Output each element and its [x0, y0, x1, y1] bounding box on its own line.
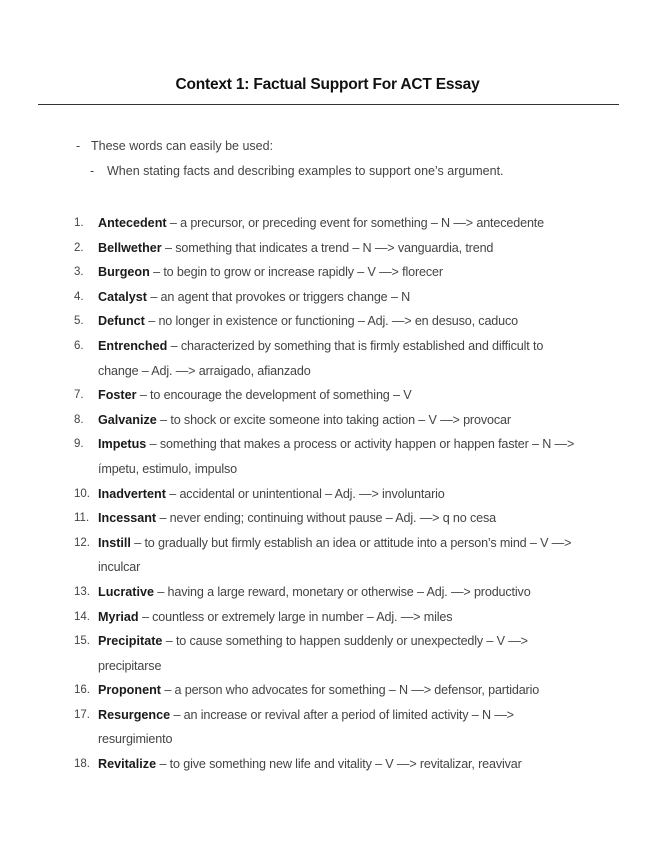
title-divider — [38, 104, 619, 105]
vocabulary-item — [74, 408, 582, 433]
item-number: 12. — [74, 536, 90, 549]
vocabulary-word: Lucrative — [98, 584, 154, 599]
vocabulary-definition: – an agent that provokes or triggers change – N — [147, 289, 411, 304]
vocabulary-item — [74, 260, 582, 285]
vocabulary-definition: – no longer in existence or functioning – Adj. —> en desuso, caduco — [144, 314, 519, 329]
vocabulary-word: Defunct — [98, 314, 145, 329]
bullet-text: These words can easily be used: — [91, 139, 274, 153]
item-number: 9. — [74, 438, 84, 451]
item-number: 11. — [74, 512, 90, 525]
vocabulary-item — [74, 678, 582, 703]
vocabulary-list — [74, 211, 582, 777]
vocabulary-item — [74, 432, 582, 481]
bullet-marker: - — [90, 164, 95, 178]
item-number: 18. — [74, 758, 90, 771]
vocabulary-word: Revitalize — [98, 757, 157, 772]
vocabulary-word: Inadvertent — [98, 486, 166, 501]
item-number: 7. — [74, 389, 84, 402]
vocabulary-item — [74, 531, 582, 580]
vocabulary-word: Bellwether — [98, 240, 162, 255]
vocabulary-definition: – never ending; continuing without pause – Adj. —> q no cesa — [156, 511, 496, 526]
vocabulary-word: Catalyst — [98, 289, 147, 304]
bullet-marker: - — [76, 139, 81, 153]
vocabulary-definition: – an increase or revival after a period of limited activity – N —> resurgimiento — [98, 707, 514, 747]
vocabulary-word: Antecedent — [98, 216, 167, 230]
vocabulary-definition: – to shock or excite someone into taking action – V —> provocar — [156, 412, 511, 427]
vocabulary-item — [74, 482, 582, 507]
vocabulary-definition: – a person who advocates for something – N —> defensor, partidario — [160, 683, 540, 698]
vocabulary-definition: – to gradually but firmly establish an idea or attitude into a person’s mind – V —> inculcar — [98, 535, 572, 575]
item-number: 16. — [74, 684, 90, 697]
item-number: 3. — [74, 266, 84, 279]
vocabulary-word: Galvanize — [98, 412, 157, 427]
vocabulary-item — [74, 236, 582, 261]
vocabulary-word: Proponent — [98, 683, 161, 698]
vocabulary-definition: – to begin to grow or increase rapidly – V —> florecer — [149, 265, 443, 280]
vocabulary-word: Burgeon — [98, 265, 150, 280]
vocabulary-definition: – to give something new life and vitality – V —> revitalizar, reavivar — [156, 757, 522, 772]
item-number: 10. — [74, 487, 90, 500]
item-number: 6. — [74, 339, 84, 352]
vocabulary-word: Instill — [98, 535, 131, 550]
vocabulary-word: Myriad — [98, 609, 139, 624]
vocabulary-definition: – something that makes a process or activity happen or happen faster – N —> ímpetu, estimulo, impulso — [98, 437, 575, 476]
vocabulary-word: Precipitate — [98, 634, 163, 649]
item-number: 5. — [74, 315, 84, 328]
vocabulary-definition: – characterized by something that is firmly established and difficult to change – Adj. —> arraigado, afianzado — [98, 338, 544, 378]
page-title: Context 1: Factual Support For ACT Essay — [175, 76, 480, 93]
item-number: 13. — [74, 585, 90, 598]
vocabulary-definition: – something that indicates a trend – N —> vanguardia, trend — [161, 240, 494, 255]
item-number: 17. — [74, 708, 90, 721]
vocabulary-word: Impetus — [98, 437, 147, 452]
item-number: 2. — [74, 241, 84, 254]
vocabulary-item — [74, 334, 582, 383]
vocabulary-item — [74, 629, 582, 678]
vocabulary-item — [74, 605, 582, 630]
item-number: 8. — [74, 413, 84, 426]
item-number: 1. — [74, 217, 84, 229]
item-number: 15. — [74, 635, 90, 648]
vocabulary-definition: – a precursor, or preceding event for something – N —> antecedente — [166, 216, 545, 230]
vocabulary-item — [74, 211, 582, 236]
vocabulary-definition: – countless or extremely large in number – Adj. —> miles — [138, 609, 453, 624]
vocabulary-item — [74, 383, 582, 408]
vocabulary-word: Foster — [98, 388, 137, 403]
vocabulary-word: Entrenched — [98, 338, 168, 353]
vocabulary-definition: – having a large reward, monetary or otherwise – Adj. —> productivo — [154, 584, 531, 599]
vocabulary-word: Incessant — [98, 511, 157, 526]
vocabulary-definition: – accidental or unintentional – Adj. —> involuntario — [165, 486, 445, 501]
vocabulary-item — [74, 580, 582, 605]
vocabulary-item — [74, 703, 582, 752]
vocabulary-item — [74, 752, 582, 777]
vocabulary-definition: – to encourage the development of something – V — [136, 388, 412, 403]
item-number: 14. — [74, 610, 90, 623]
vocabulary-definition: – to cause something to happen suddenly or unexpectedly – V —> precipitarse — [98, 634, 528, 673]
vocabulary-item — [74, 285, 582, 310]
vocabulary-item — [74, 506, 582, 531]
item-number: 4. — [74, 290, 84, 303]
vocabulary-item — [74, 309, 582, 334]
bullet-text: When stating facts and describing examples to support one’s argument. — [107, 164, 504, 178]
vocabulary-word: Resurgence — [98, 707, 171, 722]
